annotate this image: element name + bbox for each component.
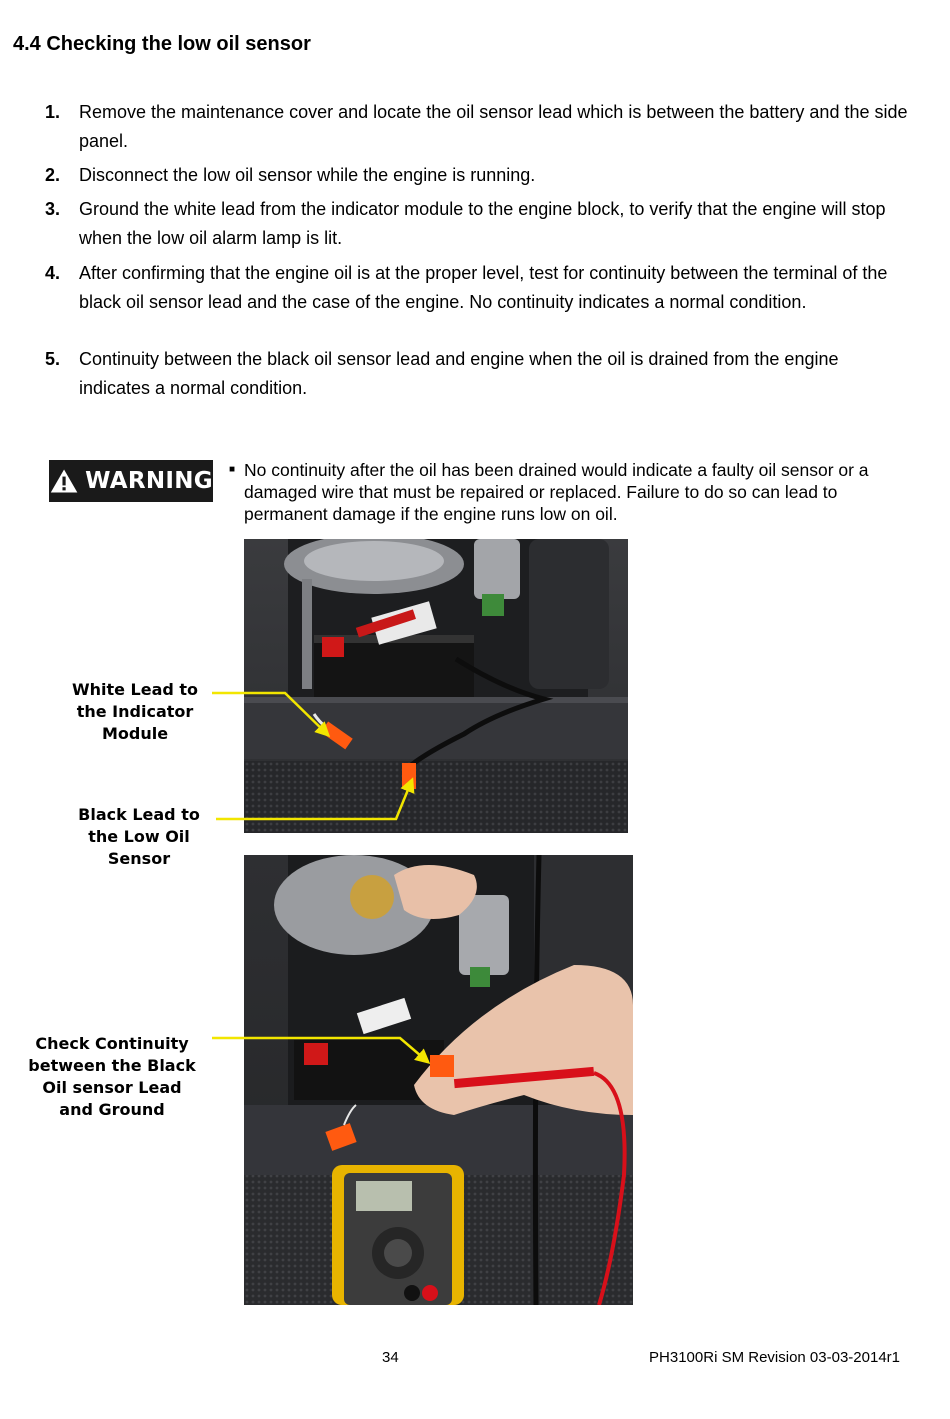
warning-triangle-icon xyxy=(49,466,79,496)
step-number: 5. xyxy=(45,349,61,369)
step-text: Disconnect the low oil sensor while the engine is running. xyxy=(79,165,536,185)
page-number: 34 xyxy=(382,1349,399,1366)
warning-badge xyxy=(49,460,213,502)
step-text: After confirming that the engine oil is at the proper level, test for continuity between the terminal of the black oil sensor lead and the case of the engine. No continuity indicates a normal condition. xyxy=(79,263,888,312)
warning-label: WARNING xyxy=(85,468,213,494)
continuity-test-photo xyxy=(244,855,633,1305)
step-text: Continuity between the black oil sensor lead and engine when the oil is drained from the engine indicates a normal condition. xyxy=(79,349,839,398)
warning-text: No continuity after the oil has been drained would indicate a faulty oil sensor or a damaged wire that must be repaired or replaced. Failure to do so can lead to permanent damage if the engine runs low on oil. xyxy=(244,460,869,524)
battery-compartment-photo xyxy=(244,539,628,833)
step-number: 2. xyxy=(45,165,61,185)
black-lead-callout: Black Lead to the Low Oil Sensor xyxy=(78,805,200,868)
step-number: 4. xyxy=(45,263,61,283)
step-number: 3. xyxy=(45,199,61,219)
bullet-icon: ■ xyxy=(229,464,236,475)
check-continuity-callout: Check Continuity between the Black Oil sensor Lead and Ground xyxy=(28,1034,196,1119)
step-text: Remove the maintenance cover and locate the oil sensor lead which is between the battery and the side panel. xyxy=(79,102,908,151)
step-number: 1. xyxy=(45,102,61,122)
step-text: Ground the white lead from the indicator module to the engine block, to verify that the engine will stop when the low oil alarm lamp is lit. xyxy=(79,199,886,248)
section-heading: 4.4 Checking the low oil sensor xyxy=(13,33,311,55)
document-revision: PH3100Ri SM Revision 03-03-2014r1 xyxy=(649,1349,900,1366)
white-lead-callout: White Lead to the Indicator Module xyxy=(71,680,199,743)
